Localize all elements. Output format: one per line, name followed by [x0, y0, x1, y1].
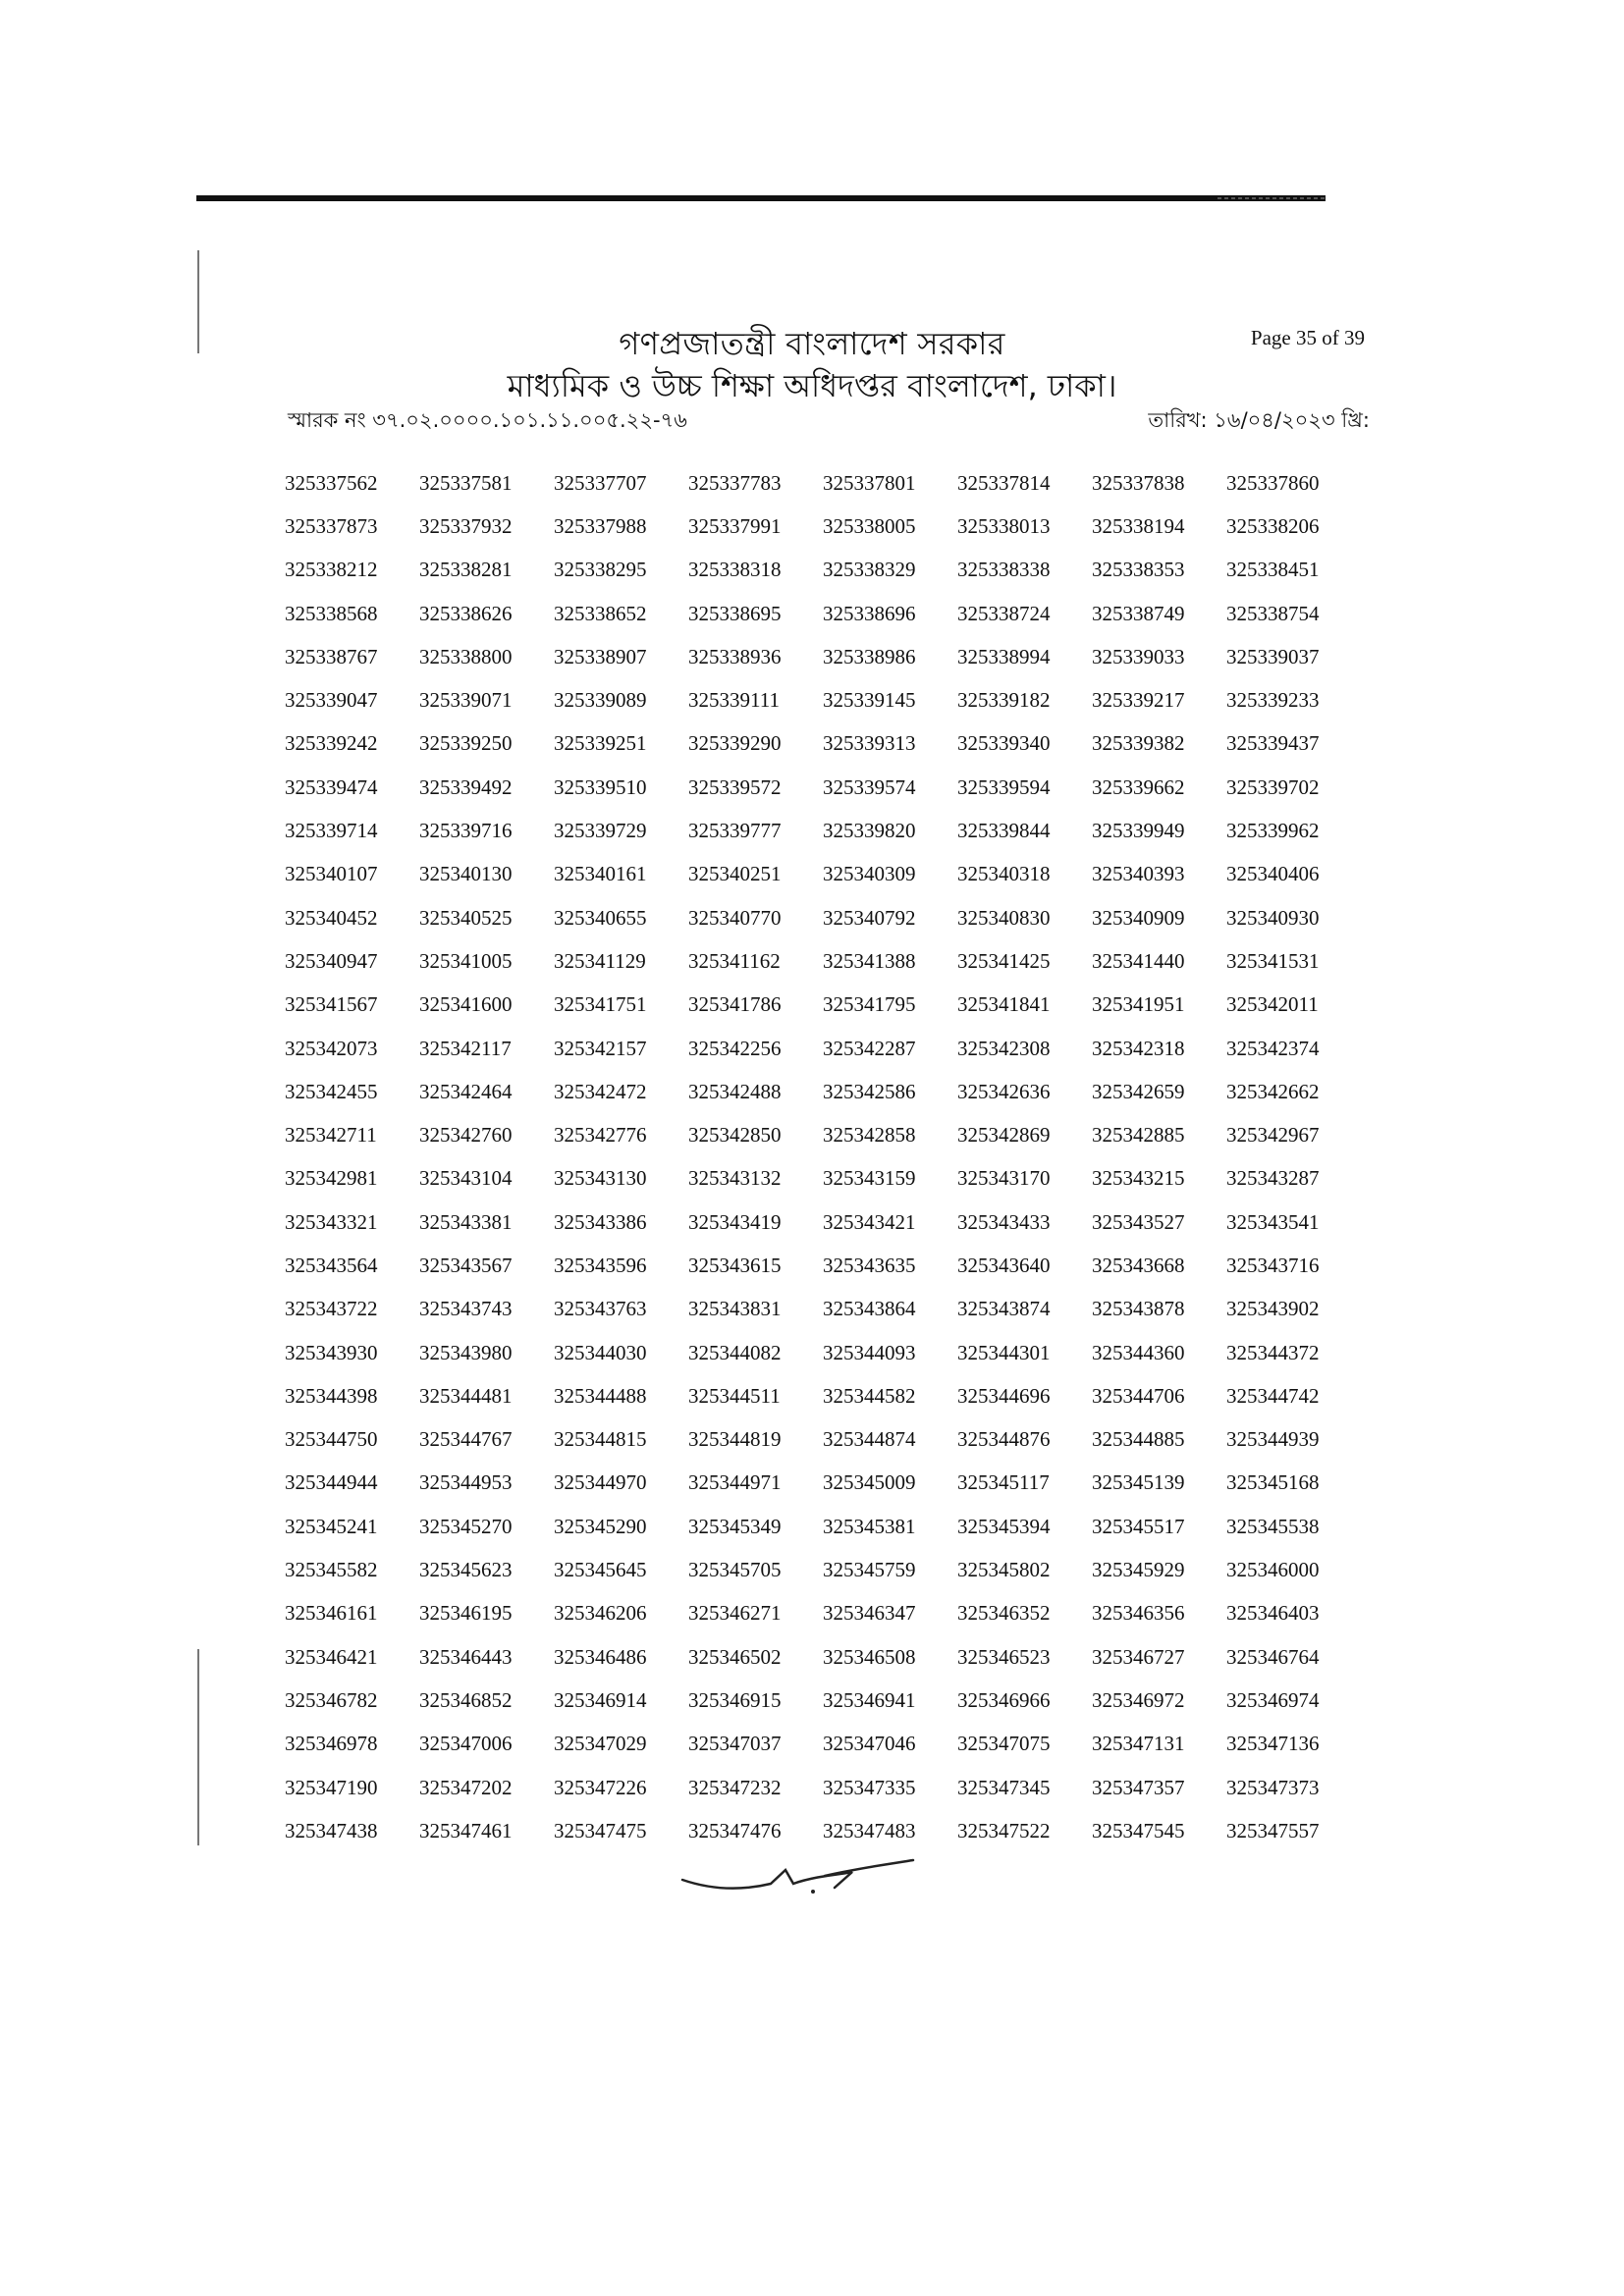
roll-number-cell: 325343130 [554, 1166, 647, 1191]
roll-number-cell: 325345381 [823, 1514, 916, 1538]
roll-number-cell: 325337860 [1226, 470, 1320, 495]
roll-number-cell: 325339716 [419, 819, 513, 843]
roll-number-cell: 325343159 [823, 1166, 916, 1191]
top-rule [196, 195, 1326, 201]
roll-number-cell: 325340947 [285, 948, 378, 973]
roll-number-cell: 325345290 [554, 1514, 647, 1538]
roll-number-cell: 325337873 [285, 513, 378, 538]
roll-number-cell: 325339340 [957, 731, 1051, 756]
roll-number-cell: 325344874 [823, 1427, 916, 1452]
roll-number-cell: 325339290 [688, 731, 782, 756]
roll-number-cell: 325345929 [1092, 1558, 1185, 1582]
table-row [285, 1418, 1361, 1462]
roll-number-cell: 325343541 [1226, 1209, 1320, 1234]
table-row [285, 1244, 1361, 1287]
roll-number-cell: 325346782 [285, 1687, 378, 1712]
roll-number-cell: 325339089 [554, 688, 647, 713]
roll-number-cell: 325344819 [688, 1427, 782, 1452]
roll-number-cell: 325346195 [419, 1601, 513, 1626]
roll-number-cell: 325343980 [419, 1340, 513, 1364]
roll-number-cell: 325339729 [554, 819, 647, 843]
roll-number-cell: 325344398 [285, 1383, 378, 1408]
roll-number-cell: 325345802 [957, 1558, 1051, 1582]
roll-number-cell: 325339492 [419, 774, 513, 799]
table-row [285, 1027, 1361, 1070]
roll-number-cell: 325345394 [957, 1514, 1051, 1538]
table-row [285, 722, 1361, 766]
roll-number-cell: 325343567 [419, 1253, 513, 1277]
table-row [285, 766, 1361, 809]
roll-number-cell: 325341440 [1092, 948, 1185, 973]
roll-number-cell: 325339313 [823, 731, 916, 756]
roll-number-cell: 325344767 [419, 1427, 513, 1452]
roll-number-cell: 325340107 [285, 862, 378, 886]
roll-number-cell: 325345168 [1226, 1470, 1320, 1495]
roll-number-cell: 325338907 [554, 644, 647, 668]
roll-number-cell: 325345349 [688, 1514, 782, 1538]
roll-number-cell: 325338652 [554, 601, 647, 625]
roll-number-cell: 325338749 [1092, 601, 1185, 625]
roll-number-cell: 325338724 [957, 601, 1051, 625]
roll-number-cell: 325343716 [1226, 1253, 1320, 1277]
roll-number-cell: 325341841 [957, 992, 1051, 1017]
page-number: Page 35 of 39 [1250, 326, 1365, 349]
roll-number-cell: 325338696 [823, 601, 916, 625]
issue-date: তারিখ: ১৬/০৪/২০২৩ খ্রি: [1148, 408, 1370, 432]
roll-number-cell: 325346915 [688, 1687, 782, 1712]
roll-number-cell: 325345582 [285, 1558, 378, 1582]
roll-number-cell: 325341795 [823, 992, 916, 1017]
table-row [285, 1505, 1361, 1548]
table-row [285, 592, 1361, 635]
roll-number-cell: 325339662 [1092, 774, 1185, 799]
roll-number-cell: 325345538 [1226, 1514, 1320, 1538]
office-title: মাধ্যমিক ও উচ্চ শিক্ষা অধিদপ্তর বাংলাদেশ, ঢাকা। [507, 367, 1117, 404]
roll-number-cell: 325344970 [554, 1470, 647, 1495]
table-row [285, 1201, 1361, 1244]
roll-number-cell: 325339844 [957, 819, 1051, 843]
roll-number-cell: 325343596 [554, 1253, 647, 1277]
roll-number-cell: 325346941 [823, 1687, 916, 1712]
roll-number-cell: 325345645 [554, 1558, 647, 1582]
roll-number-cell: 325339145 [823, 688, 916, 713]
roll-number-cell: 325347029 [554, 1732, 647, 1756]
roll-number-cell: 325347006 [419, 1732, 513, 1756]
roll-number-cell: 325346352 [957, 1601, 1051, 1626]
roll-number-cell: 325342117 [419, 1036, 512, 1060]
roll-number-cell: 325344939 [1226, 1427, 1320, 1452]
roll-number-cell: 325340309 [823, 862, 916, 886]
roll-number-cell: 325342073 [285, 1036, 378, 1060]
roll-number-cell: 325340655 [554, 905, 647, 930]
roll-number-cell: 325337707 [554, 470, 647, 495]
roll-number-cell: 325343433 [957, 1209, 1051, 1234]
table-row [285, 939, 1361, 983]
roll-number-cell: 325347046 [823, 1732, 916, 1756]
table-row [285, 1679, 1361, 1722]
roll-number-cell: 325343763 [554, 1297, 647, 1321]
roll-number-cell: 325347131 [1092, 1732, 1185, 1756]
roll-number-cell: 325341751 [554, 992, 647, 1017]
roll-number-cell: 325337814 [957, 470, 1051, 495]
top-rule-dashed-tail [1218, 197, 1326, 199]
roll-number-cell: 325343386 [554, 1209, 647, 1234]
table-row [285, 635, 1361, 678]
roll-number-cell: 325338936 [688, 644, 782, 668]
roll-number-cell: 325337838 [1092, 470, 1185, 495]
roll-number-cell: 325343878 [1092, 1297, 1185, 1321]
roll-number-cell: 325344742 [1226, 1383, 1320, 1408]
roll-number-cell: 325342157 [554, 1036, 647, 1060]
roll-number-cell: 325344481 [419, 1383, 513, 1408]
roll-number-cell: 325347136 [1226, 1732, 1320, 1756]
roll-number-cell: 325346523 [957, 1644, 1051, 1669]
roll-number-cell: 325342464 [419, 1079, 513, 1103]
table-row [285, 1592, 1361, 1635]
roll-number-cell: 325344030 [554, 1340, 647, 1364]
roll-number-cell: 325343722 [285, 1297, 378, 1321]
roll-number-cell: 325339242 [285, 731, 378, 756]
roll-number-cell: 325346508 [823, 1644, 916, 1669]
roll-number-cell: 325346502 [688, 1644, 782, 1669]
roll-number-cell: 325339777 [688, 819, 782, 843]
roll-number-cell: 325343132 [688, 1166, 782, 1191]
roll-number-cell: 325347483 [823, 1818, 916, 1842]
roll-number-cell: 325338295 [554, 558, 647, 582]
roll-number-cell: 325337801 [823, 470, 916, 495]
roll-number-cell: 325346972 [1092, 1687, 1185, 1712]
left-margin-line-lower [197, 1649, 199, 1845]
roll-number-cell: 325340830 [957, 905, 1051, 930]
roll-number-table [285, 461, 1361, 1853]
roll-number-cell: 325343635 [823, 1253, 916, 1277]
roll-number-cell: 325339594 [957, 774, 1051, 799]
table-row [285, 549, 1361, 592]
roll-number-cell: 325339037 [1226, 644, 1320, 668]
roll-number-cell: 325344953 [419, 1470, 513, 1495]
roll-number-cell: 325341005 [419, 948, 513, 973]
roll-number-cell: 325340525 [419, 905, 513, 930]
roll-number-cell: 325337991 [688, 513, 782, 538]
roll-number-cell: 325338986 [823, 644, 916, 668]
roll-number-cell: 325342885 [1092, 1123, 1185, 1148]
roll-number-cell: 325346486 [554, 1644, 647, 1669]
roll-number-cell: 325346966 [957, 1687, 1051, 1712]
roll-number-cell: 325346978 [285, 1732, 378, 1756]
roll-number-cell: 325347557 [1226, 1818, 1320, 1842]
table-row [285, 1462, 1361, 1505]
roll-number-cell: 325343104 [419, 1166, 513, 1191]
roll-number-cell: 325339574 [823, 774, 916, 799]
roll-number-cell: 325346161 [285, 1601, 378, 1626]
table-row [285, 809, 1361, 852]
roll-number-cell: 325346000 [1226, 1558, 1320, 1582]
roll-number-cell: 325339111 [688, 688, 780, 713]
roll-number-cell: 325341531 [1226, 948, 1320, 973]
roll-number-cell: 325339962 [1226, 819, 1320, 843]
roll-number-cell: 325340161 [554, 862, 647, 886]
roll-number-cell: 325344971 [688, 1470, 782, 1495]
roll-number-cell: 325338212 [285, 558, 378, 582]
roll-number-cell: 325347475 [554, 1818, 647, 1842]
roll-number-cell: 325344582 [823, 1383, 916, 1408]
roll-number-cell: 325345139 [1092, 1470, 1185, 1495]
roll-number-cell: 325340792 [823, 905, 916, 930]
roll-number-cell: 325342858 [823, 1123, 916, 1148]
roll-number-cell: 325339250 [419, 731, 513, 756]
roll-number-cell: 325338005 [823, 513, 916, 538]
roll-number-cell: 325339182 [957, 688, 1051, 713]
roll-number-cell: 325338329 [823, 558, 916, 582]
roll-number-cell: 325342711 [285, 1123, 377, 1148]
roll-number-cell: 325340452 [285, 905, 378, 930]
roll-number-cell: 325343381 [419, 1209, 513, 1234]
table-row [285, 1374, 1361, 1417]
roll-number-cell: 325345517 [1092, 1514, 1185, 1538]
roll-number-cell: 325338754 [1226, 601, 1320, 625]
roll-number-cell: 325347037 [688, 1732, 782, 1756]
roll-number-cell: 325347373 [1226, 1775, 1320, 1799]
table-row [285, 461, 1361, 505]
roll-number-cell: 325340130 [419, 862, 513, 886]
table-row [285, 1157, 1361, 1201]
roll-number-cell: 325343615 [688, 1253, 782, 1277]
roll-number-cell: 325346206 [554, 1601, 647, 1626]
roll-number-cell: 325339233 [1226, 688, 1320, 713]
roll-number-cell: 325343743 [419, 1297, 513, 1321]
roll-number-cell: 325341567 [285, 992, 378, 1017]
roll-number-cell: 325342850 [688, 1123, 782, 1148]
signature [677, 1850, 923, 1899]
roll-number-cell: 325347545 [1092, 1818, 1185, 1842]
government-title: গণপ্রজাতন্ত্রী বাংলাদেশ সরকার [619, 325, 1005, 362]
roll-number-cell: 325338338 [957, 558, 1051, 582]
roll-number-cell: 325338695 [688, 601, 782, 625]
roll-number-cell: 325338281 [419, 558, 513, 582]
roll-number-cell: 325339510 [554, 774, 647, 799]
roll-number-cell: 325344944 [285, 1470, 378, 1495]
roll-number-cell: 325347075 [957, 1732, 1051, 1756]
roll-number-cell: 325344706 [1092, 1383, 1185, 1408]
roll-number-cell: 325344360 [1092, 1340, 1185, 1364]
roll-number-cell: 325339047 [285, 688, 378, 713]
roll-number-cell: 325346914 [554, 1687, 647, 1712]
table-row [285, 984, 1361, 1027]
roll-number-cell: 325347345 [957, 1775, 1051, 1799]
roll-number-cell: 325342287 [823, 1036, 916, 1060]
roll-number-cell: 325345009 [823, 1470, 916, 1495]
roll-number-cell: 325346974 [1226, 1687, 1320, 1712]
roll-number-cell: 325346421 [285, 1644, 378, 1669]
roll-number-cell: 325345117 [957, 1470, 1050, 1495]
table-row [285, 1288, 1361, 1331]
roll-number-cell: 325339474 [285, 774, 378, 799]
roll-number-cell: 325342662 [1226, 1079, 1320, 1103]
roll-number-cell: 325342760 [419, 1123, 513, 1148]
roll-number-cell: 325347232 [688, 1775, 782, 1799]
roll-number-cell: 325343215 [1092, 1166, 1185, 1191]
roll-number-cell: 325344511 [688, 1383, 781, 1408]
roll-number-cell: 325343864 [823, 1297, 916, 1321]
table-row [285, 1809, 1361, 1852]
roll-number-cell: 325347335 [823, 1775, 916, 1799]
roll-number-cell: 325344885 [1092, 1427, 1185, 1452]
roll-number-table-body [285, 461, 1361, 1853]
roll-number-cell: 325338318 [688, 558, 782, 582]
roll-number-cell: 325337988 [554, 513, 647, 538]
roll-number-cell: 325343527 [1092, 1209, 1185, 1234]
roll-number-cell: 325346764 [1226, 1644, 1320, 1669]
roll-number-cell: 325340770 [688, 905, 782, 930]
roll-number-cell: 325339949 [1092, 819, 1185, 843]
roll-number-cell: 325340251 [688, 862, 782, 886]
roll-number-cell: 325340909 [1092, 905, 1185, 930]
roll-number-cell: 325342659 [1092, 1079, 1185, 1103]
roll-number-cell: 325346347 [823, 1601, 916, 1626]
roll-number-cell: 325339071 [419, 688, 513, 713]
roll-number-cell: 325339714 [285, 819, 378, 843]
table-row [285, 1113, 1361, 1156]
roll-number-cell: 325345623 [419, 1558, 513, 1582]
roll-number-cell: 325347226 [554, 1775, 647, 1799]
roll-number-cell: 325343668 [1092, 1253, 1185, 1277]
roll-number-cell: 325342636 [957, 1079, 1051, 1103]
roll-number-cell: 325342488 [688, 1079, 782, 1103]
roll-number-cell: 325343419 [688, 1209, 782, 1234]
roll-number-cell: 325347357 [1092, 1775, 1185, 1799]
table-row [285, 1635, 1361, 1679]
roll-number-cell: 325342256 [688, 1036, 782, 1060]
roll-number-cell: 325338800 [419, 644, 513, 668]
roll-number-cell: 325344372 [1226, 1340, 1320, 1364]
roll-number-cell: 325343930 [285, 1340, 378, 1364]
table-row [285, 678, 1361, 721]
roll-number-cell: 325340406 [1226, 862, 1320, 886]
roll-number-cell: 325343287 [1226, 1166, 1320, 1191]
roll-number-cell: 325347461 [419, 1818, 513, 1842]
table-row [285, 1070, 1361, 1113]
roll-number-cell: 325342776 [554, 1123, 647, 1148]
roll-number-cell: 325342869 [957, 1123, 1051, 1148]
roll-number-cell: 325341388 [823, 948, 916, 973]
roll-number-cell: 325337783 [688, 470, 782, 495]
roll-number-cell: 325341162 [688, 948, 781, 973]
roll-number-cell: 325346403 [1226, 1601, 1320, 1626]
roll-number-cell: 325344696 [957, 1383, 1051, 1408]
roll-number-cell: 325344082 [688, 1340, 782, 1364]
roll-number-cell: 325343170 [957, 1166, 1051, 1191]
roll-number-cell: 325341600 [419, 992, 513, 1017]
roll-number-cell: 325338206 [1226, 513, 1320, 538]
roll-number-cell: 325347202 [419, 1775, 513, 1799]
roll-number-cell: 325345705 [688, 1558, 782, 1582]
roll-number-cell: 325340318 [957, 862, 1051, 886]
roll-number-cell: 325339702 [1226, 774, 1320, 799]
roll-number-cell: 325338767 [285, 644, 378, 668]
roll-number-cell: 325342455 [285, 1079, 378, 1103]
roll-number-cell: 325343321 [285, 1209, 378, 1234]
roll-number-cell: 325341951 [1092, 992, 1185, 1017]
table-row [285, 1723, 1361, 1766]
roll-number-cell: 325343874 [957, 1297, 1051, 1321]
roll-number-cell: 325344750 [285, 1427, 378, 1452]
roll-number-cell: 325337562 [285, 470, 378, 495]
roll-number-cell: 325342318 [1092, 1036, 1185, 1060]
roll-number-cell: 325343831 [688, 1297, 782, 1321]
roll-number-cell: 325344488 [554, 1383, 647, 1408]
roll-number-cell: 325342967 [1226, 1123, 1320, 1148]
roll-number-cell: 325340393 [1092, 862, 1185, 886]
roll-number-cell: 325338013 [957, 513, 1051, 538]
roll-number-cell: 325338568 [285, 601, 378, 625]
roll-number-cell: 325347438 [285, 1818, 378, 1842]
roll-number-cell: 325338353 [1092, 558, 1185, 582]
roll-number-cell: 325346271 [688, 1601, 782, 1626]
roll-number-cell: 325346356 [1092, 1601, 1185, 1626]
table-row [285, 1331, 1361, 1374]
roll-number-cell: 325343902 [1226, 1297, 1320, 1321]
table-row [285, 1548, 1361, 1591]
roll-number-cell: 325339382 [1092, 731, 1185, 756]
roll-number-cell: 325344815 [554, 1427, 647, 1452]
roll-number-cell: 325344876 [957, 1427, 1051, 1452]
roll-number-cell: 325338451 [1226, 558, 1320, 582]
memo-number: স্মারক নং ৩৭.০২.০০০০.১০১.১১.০০৫.২২-৭৬ [288, 408, 687, 432]
roll-number-cell: 325339217 [1092, 688, 1185, 713]
roll-number-cell: 325342374 [1226, 1036, 1320, 1060]
roll-number-cell: 325345270 [419, 1514, 513, 1538]
roll-number-cell: 325342308 [957, 1036, 1051, 1060]
roll-number-cell: 325338626 [419, 601, 513, 625]
roll-number-cell: 325340930 [1226, 905, 1320, 930]
roll-number-cell: 325347190 [285, 1775, 378, 1799]
roll-number-cell: 325339572 [688, 774, 782, 799]
roll-number-cell: 325342586 [823, 1079, 916, 1103]
table-row [285, 896, 1361, 939]
roll-number-cell: 325343564 [285, 1253, 378, 1277]
roll-number-cell: 325346727 [1092, 1644, 1185, 1669]
roll-number-cell: 325346852 [419, 1687, 513, 1712]
roll-number-cell: 325346443 [419, 1644, 513, 1669]
roll-number-cell: 325345241 [285, 1514, 378, 1538]
roll-number-cell: 325338194 [1092, 513, 1185, 538]
roll-number-cell: 325344301 [957, 1340, 1051, 1364]
roll-number-cell: 325342011 [1226, 992, 1319, 1017]
roll-number-cell: 325339820 [823, 819, 916, 843]
roll-number-cell: 325341786 [688, 992, 782, 1017]
table-row [285, 853, 1361, 896]
roll-number-cell: 325338994 [957, 644, 1051, 668]
roll-number-cell: 325347522 [957, 1818, 1051, 1842]
table-row [285, 1766, 1361, 1809]
roll-number-cell: 325342981 [285, 1166, 378, 1191]
roll-number-cell: 325339437 [1226, 731, 1320, 756]
roll-number-cell: 325339251 [554, 731, 647, 756]
roll-number-cell: 325341425 [957, 948, 1051, 973]
roll-number-cell: 325347476 [688, 1818, 782, 1842]
table-row [285, 505, 1361, 548]
roll-number-cell: 325343640 [957, 1253, 1051, 1277]
roll-number-cell: 325344093 [823, 1340, 916, 1364]
roll-number-cell: 325337932 [419, 513, 513, 538]
roll-number-cell: 325337581 [419, 470, 513, 495]
roll-number-cell: 325341129 [554, 948, 646, 973]
roll-number-cell: 325342472 [554, 1079, 647, 1103]
roll-number-cell: 325345759 [823, 1558, 916, 1582]
roll-number-cell: 325339033 [1092, 644, 1185, 668]
roll-number-cell: 325343421 [823, 1209, 916, 1234]
